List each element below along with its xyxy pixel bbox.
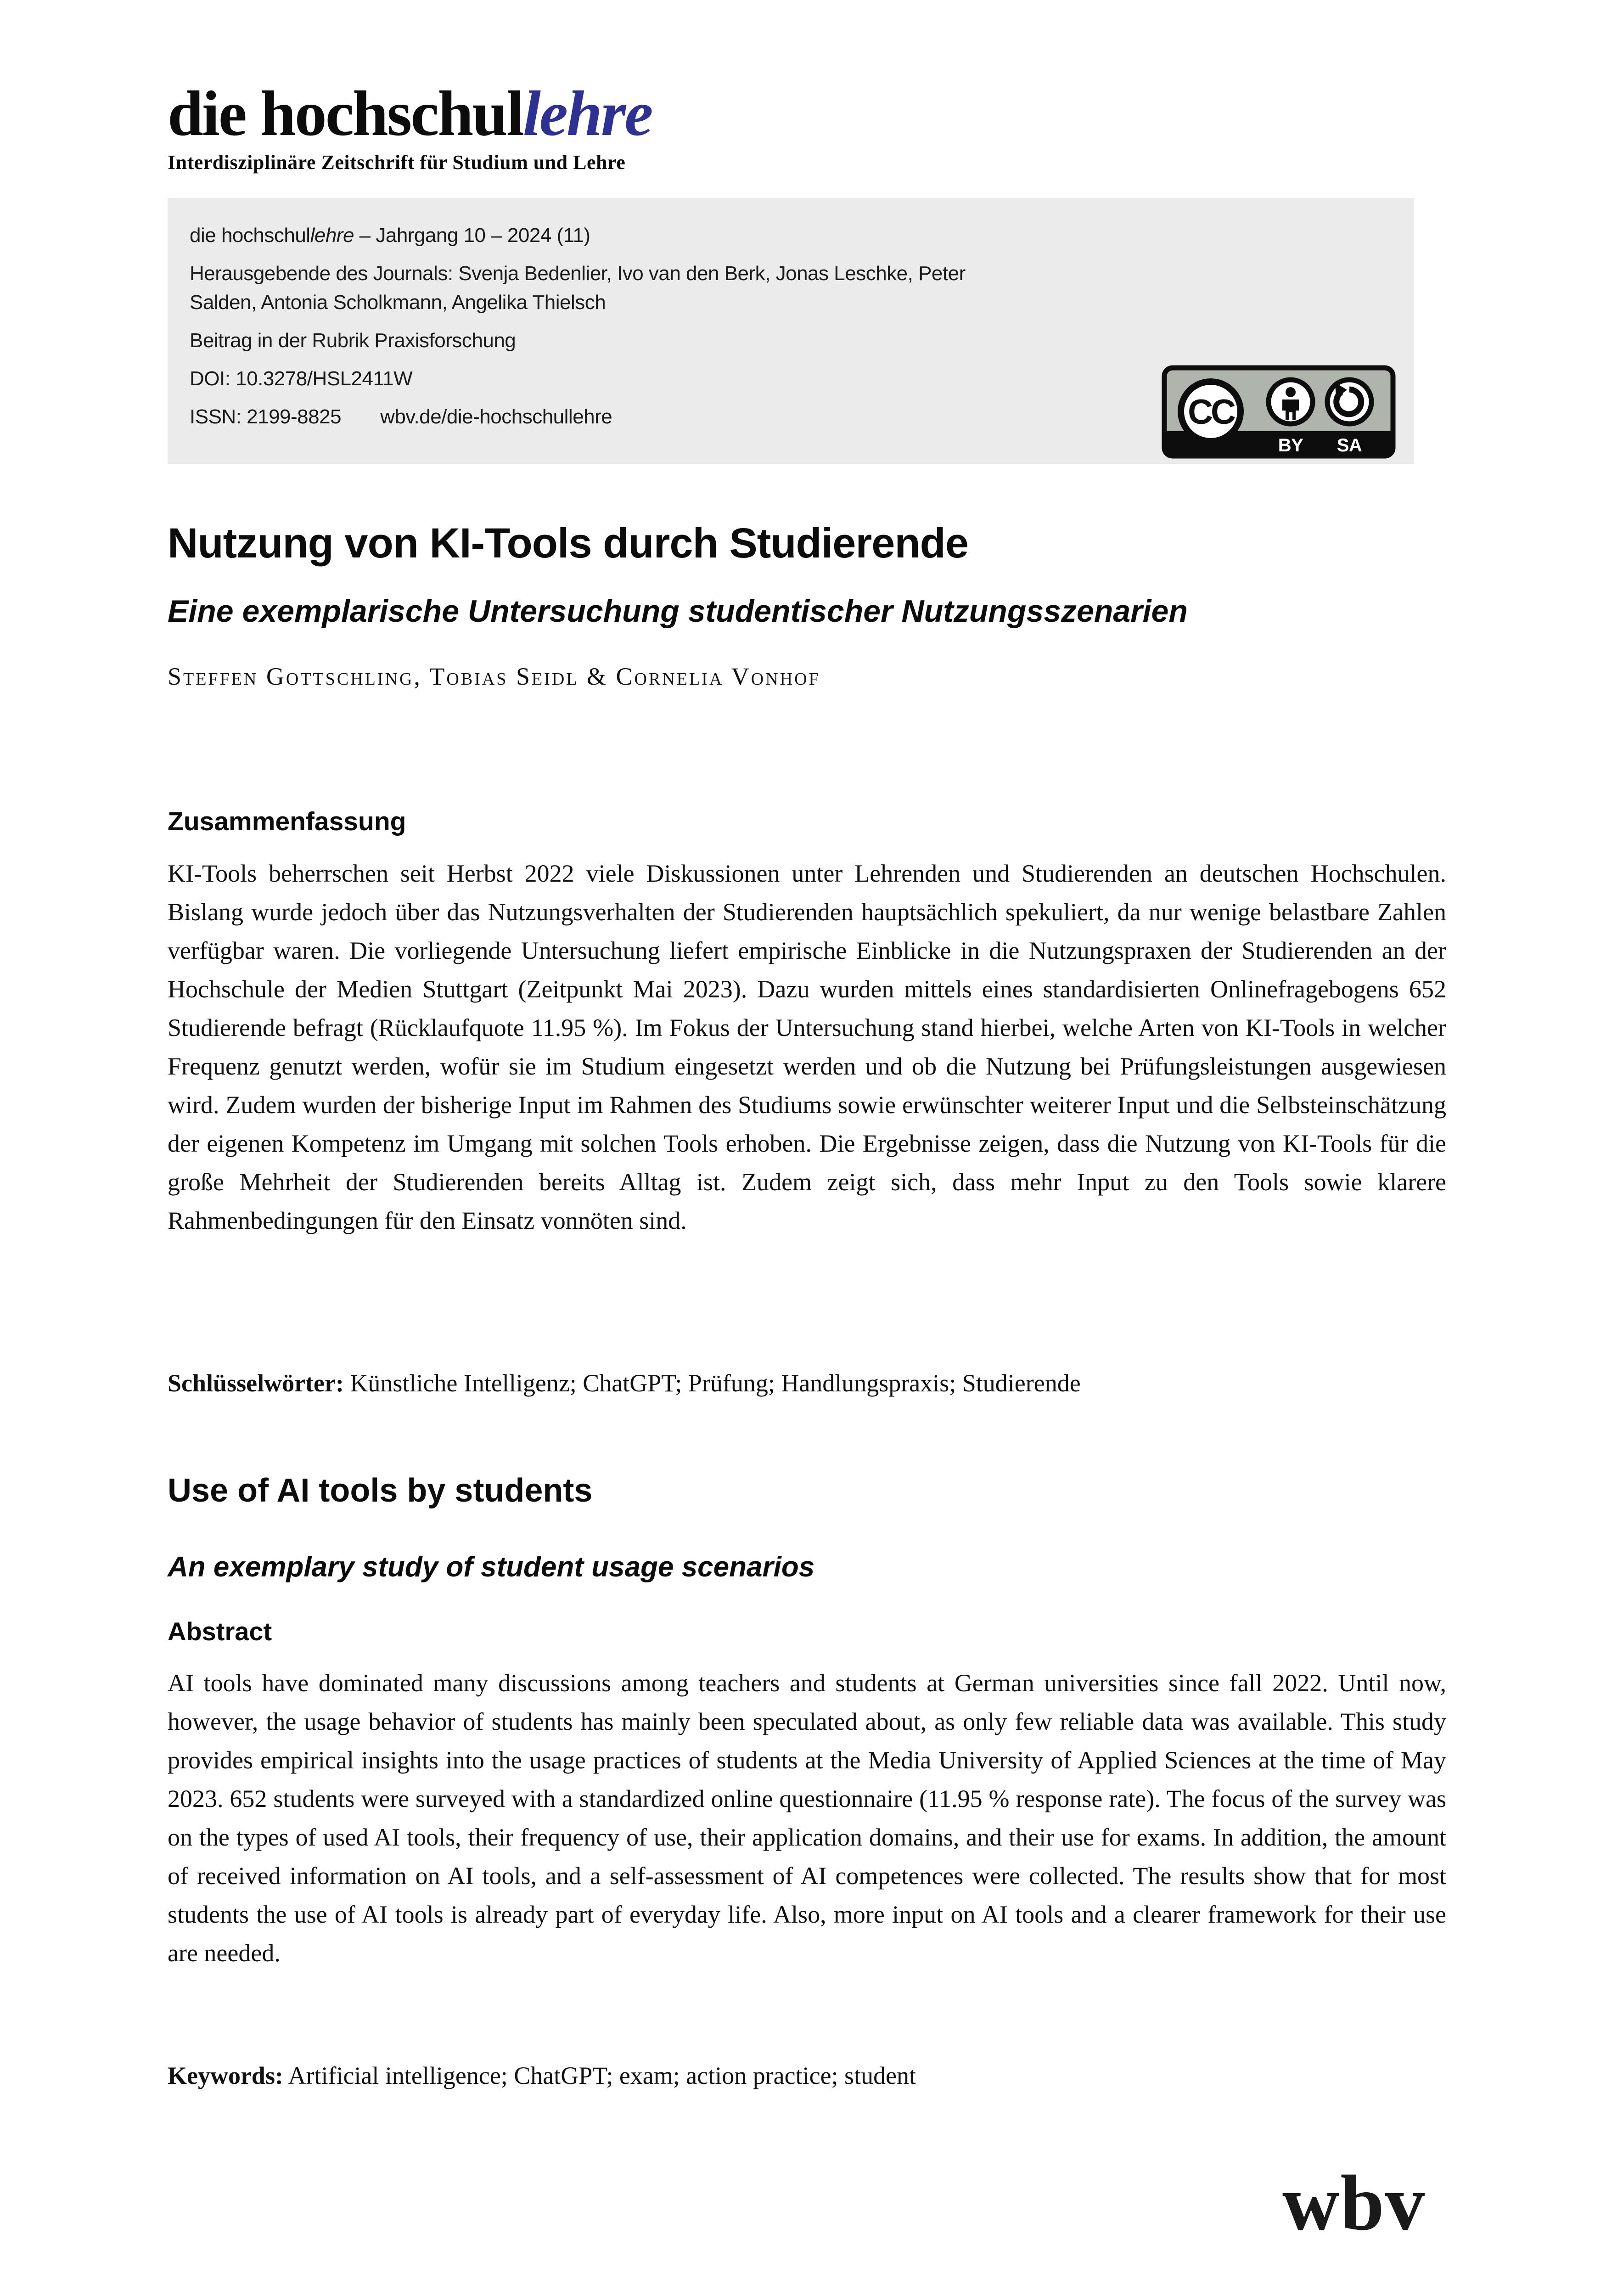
article-subtitle: Eine exemplarische Untersuchung studentischer Nutzungsszenarien xyxy=(168,594,1188,629)
german-abstract-text: KI-Tools beherrschen seit Herbst 2022 viele Diskussionen unter Lehrenden und Studierenden an deutschen Hochschulen. Bislang wurde jedoch über das Nutzungsverhalten der Studierenden hauptsächlich spekuliert, da nur wenige belastbare Zahlen verfügbar waren. Die vorliegende Untersuchung liefert empirische Einblicke in die Nutzungspraxen der Studierenden an der Hochschule der Medien Stuttgart (Zeitpunkt Mai 2023). Dazu wurden mittels eines standardisierten Onlinefragebogens 652 Studierende befragt (Rücklaufquote 11.95 %). Im Fokus der Untersuchung stand hierbei, welche Arten von KI-Tools in welcher Frequenz genutzt werden, wofür sie im Studium eingesetzt werden und ob die Nutzung bei Prüfungsleistungen ausgewiesen wird. Zudem wurden der bisherige Input im Rahmen des Studiums sowie erwünschter weiterer Input und die Selbsteinschätzung der eigenen Kompetenz im Umgang mit solchen Tools erhoben. Die Ergebnisse zeigen, dass die Nutzung von KI-Tools für die große Mehrheit der Studierenden bereits Alltag ist. Zudem zeigt sich, dass mehr Input zu den Tools sowie klarere Rahmenbedingungen für den Einsatz vonnöten sind. xyxy=(168,860,1446,1235)
wbv-publisher-logo: wbv xyxy=(1282,2160,1426,2247)
journal-logo-black-part: die hochschul xyxy=(168,78,523,149)
issue-journal-name-italic: lehre xyxy=(310,224,354,247)
journal-logo-tagline: Interdisziplinäre Zeitschrift für Studium und Lehre xyxy=(168,151,626,174)
issue-line xyxy=(190,221,1387,250)
svg-text:CC: CC xyxy=(1188,393,1234,432)
badge-sa-label: SA xyxy=(1337,435,1362,456)
german-keywords-line xyxy=(168,1369,1446,1397)
english-title: Use of AI tools by students xyxy=(168,1472,593,1509)
journal-logo-wordmark xyxy=(168,78,1446,149)
english-abstract-heading: Abstract xyxy=(168,1617,272,1646)
badge-by-label: BY xyxy=(1278,435,1303,456)
english-keywords-line xyxy=(168,2061,1446,2090)
cc-by-sa-license-badge xyxy=(1162,365,1396,459)
journal-url: wbv.de/die-hochschullehre xyxy=(380,405,612,428)
cc-logo-icon xyxy=(1181,382,1241,441)
attribution-person-icon xyxy=(1269,380,1313,424)
doi-line: DOI: 10.3278/HSL2411W xyxy=(190,367,413,390)
rubric-line: Beitrag in der Rubrik Praxisforschung xyxy=(190,329,516,352)
issue-metadata-box xyxy=(168,198,1414,464)
english-abstract-text: AI tools have dominated many discussions among teachers and students at German universities since fall 2022. Until now, however, the usage behavior of students has mainly been speculated about, as only few reliable data was available. This study provides empirical insights into the usage practices of students at the Media University of Applied Sciences at the time of May 2023. 652 students were surveyed with a standardized online questionnaire (11.95 % response rate). The focus of the survey was on the types of used AI tools, their frequency of use, their application domains, and their use for exams. In addition, the amount of received information on AI tools, and a self-assessment of AI competences were collected. The results show that for most students the use of AI tools is already part of everyday life. Also, more input on AI tools and a clearer framework for their use are needed. xyxy=(168,1669,1446,1967)
issue-volume-info: – Jahrgang 10 – 2024 (11) xyxy=(354,224,590,247)
german-keywords-list: Künstliche Intelligenz; ChatGPT; Prüfung; Handlungspraxis; Studierende xyxy=(343,1369,1081,1397)
journal-logo-blue-part: lehre xyxy=(523,78,652,149)
issn-value: ISSN: 2199-8825 xyxy=(190,405,342,428)
journal-logo xyxy=(168,0,1446,174)
english-keywords-label: Keywords: xyxy=(168,2062,283,2090)
issue-journal-name: die hochschul xyxy=(190,224,310,247)
article-title: Nutzung von KI-Tools durch Studierende xyxy=(168,520,969,567)
german-abstract-heading: Zusammenfassung xyxy=(168,807,406,837)
english-keywords-list: Artificial intelligence; ChatGPT; exam; action practice; student xyxy=(283,2062,916,2090)
german-keywords-label: Schlüsselwörter: xyxy=(168,1369,344,1397)
journal-editors-line: Herausgebende des Journals: Svenja Bedenlier, Ivo van den Berk, Jonas Leschke, Peter Salden, Antonia Scholkmann, Angelika Thielsch xyxy=(190,262,966,314)
article-authors: Steffen Gottschling, Tobias Seidl & Cornelia Vonhof xyxy=(168,663,820,691)
english-subtitle: An exemplary study of student usage scenarios xyxy=(168,1551,815,1583)
cc-by-sa-badge-graphic xyxy=(1162,365,1396,459)
share-alike-icon xyxy=(1327,380,1371,424)
